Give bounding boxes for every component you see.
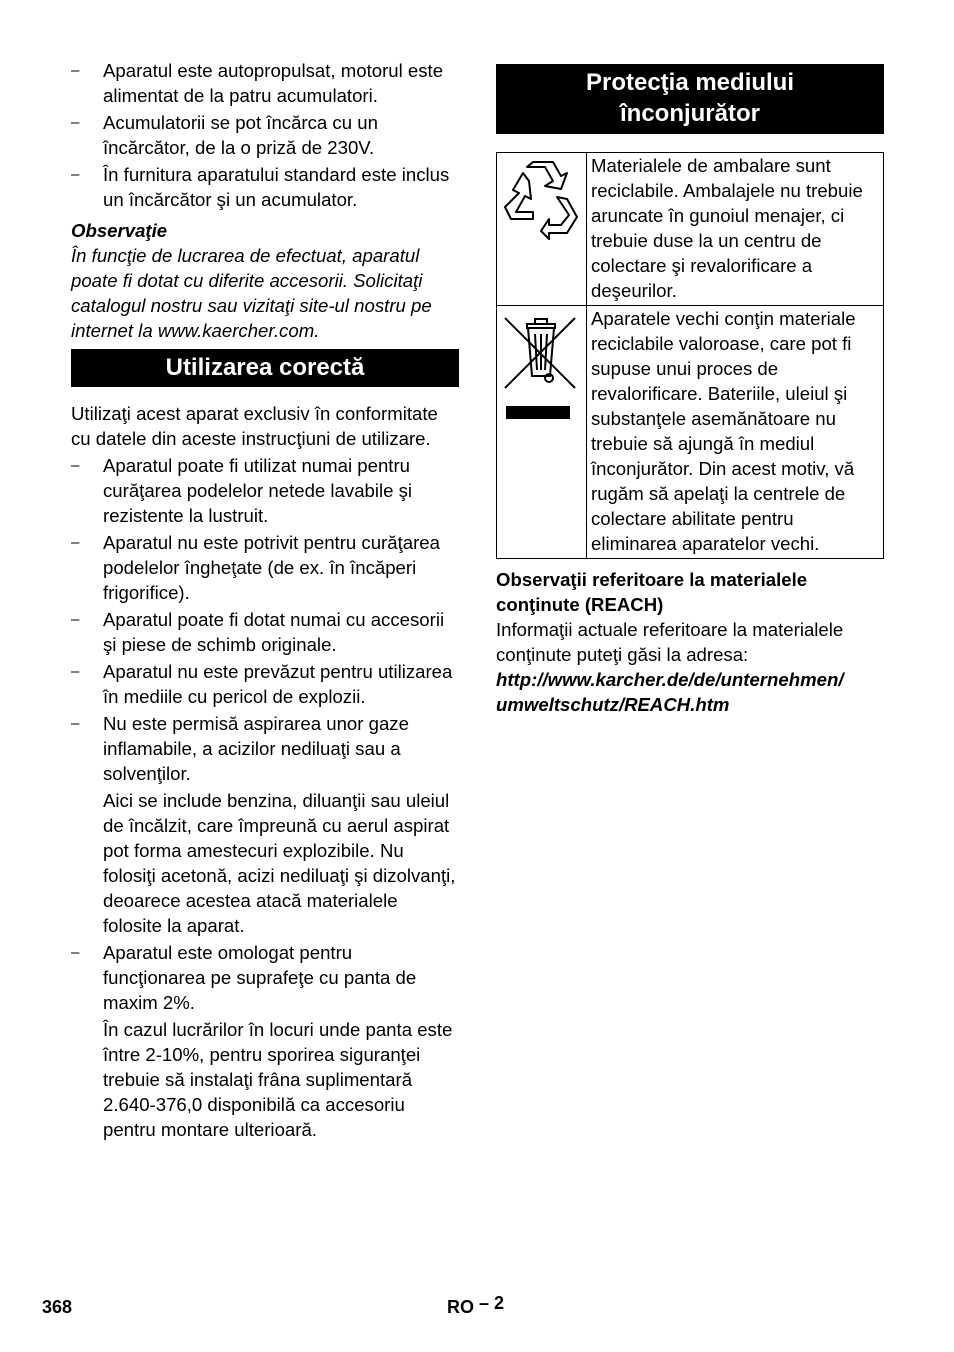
reach-heading: Observaţii referitoare la materialele conţinute (REACH) (496, 569, 808, 615)
list-item: – Aparatul nu este prevăzut pentru utilizarea în mediile cu pericol de explozii. (71, 661, 453, 707)
right-column (496, 58, 884, 717)
footer-section-page: RO – 2 (447, 1293, 505, 1317)
crossed-bin-icon (497, 306, 585, 426)
usage-list (71, 453, 459, 786)
table-cell: Aparatele vechi conţin materiale reciclabile valoroase, care pot fi supuse unui proces de revalorificare. Bateriile, uleiul şi substanţele asemănătoare nu trebuie să ajungă în mediul înconjurător. Din acest motiv, vă rugăm să apelaţi la centrele de colectare abilitate pentru eliminarea aparatelor vechi. (587, 306, 884, 559)
list-item: – Aparatul nu este potrivit pentru curăţarea podelelor îngheţate (de ex. în încăperi frigorifice). (71, 532, 440, 603)
reach-body: Informaţii actuale referitoare la materialele conţinute puteţi găsi la adresa: (496, 619, 844, 665)
note-body: În funcţie de lucrarea de efectuat, aparatul poate fi dotat cu diferite accesorii. Solicitaţi catalogul nostru sau vizitaţi site-ul nostru pe internet la www.kaercher.com. (71, 245, 432, 341)
usage-list-continued (71, 940, 459, 1015)
list-item: – Nu este permisă aspirarea unor gaze inflamabile, a acizilor nediluaţi sau a solvenţilor. (71, 713, 409, 784)
list-item: – Aparatul este autopropulsat, motorul este alimentat de la patru acumulatori. (71, 60, 444, 106)
section-title-environment: Protecţia mediului înconjurător (496, 64, 884, 134)
page-number: 368 (42, 1297, 73, 1317)
list-item: – Acumulatorii se pot încărca cu un încărcător, de la o priză de 230V. (71, 112, 378, 158)
icon-cell (497, 306, 587, 559)
list-item-continuation: Aici se include benzina, diluanţii sau uleiul de încălzit, care împreună cu aerul aspirat pot forma amestecuri explozibile. Nu folosiţi acetonă, acizi nediluaţi şi dizolvanţi, deoarece acestea atacă materialele folosite la aparat. (103, 790, 456, 936)
note-heading: Observaţie (71, 220, 168, 241)
intro-paragraph: Utilizaţi acest aparat exclusiv în conformitate cu datele din aceste instrucţiuni de utilizare. (71, 403, 438, 449)
table-cell: Materialele de ambalare sunt reciclabile. Ambalajele nu trebuie aruncate în gunoiul menajer, ci trebuie duse la un centru de colectare şi revalorificare a deşeurilor. (587, 153, 884, 306)
table-row (497, 153, 884, 306)
environment-table (496, 152, 884, 559)
reach-link[interactable]: http://www.karcher.de/de/unternehmen/ umweltschutz/REACH.htm (496, 669, 844, 715)
table-row (497, 306, 884, 559)
list-item: – În furnitura aparatului standard este inclus un încărcător şi un acumulator. (71, 164, 450, 210)
list-item: – Aparatul poate fi dotat numai cu accesorii şi piese de schimb originale. (71, 609, 445, 655)
section-title-proper-use: Utilizarea corectă (71, 349, 459, 387)
left-column (71, 58, 459, 1144)
recycle-icon (497, 153, 585, 243)
icon-cell (497, 153, 587, 306)
list-item-continuation: În cazul lucrărilor în locuri unde panta este între 2-10%, pentru sporirea siguranţei trebuie să instalaţi frâna suplimentară 2.640-376,0 disponibilă ca accesoriu pentru montare ulterioară. (103, 1019, 453, 1140)
list-item: – Aparatul este omologat pentru funcţionarea pe suprafeţe cu panta de maxim 2%. (71, 942, 417, 1013)
feature-list (71, 58, 459, 212)
list-item: – Aparatul poate fi utilizat numai pentru curăţarea podelelor netede lavabile şi rezistente la lustruit. (71, 455, 413, 526)
